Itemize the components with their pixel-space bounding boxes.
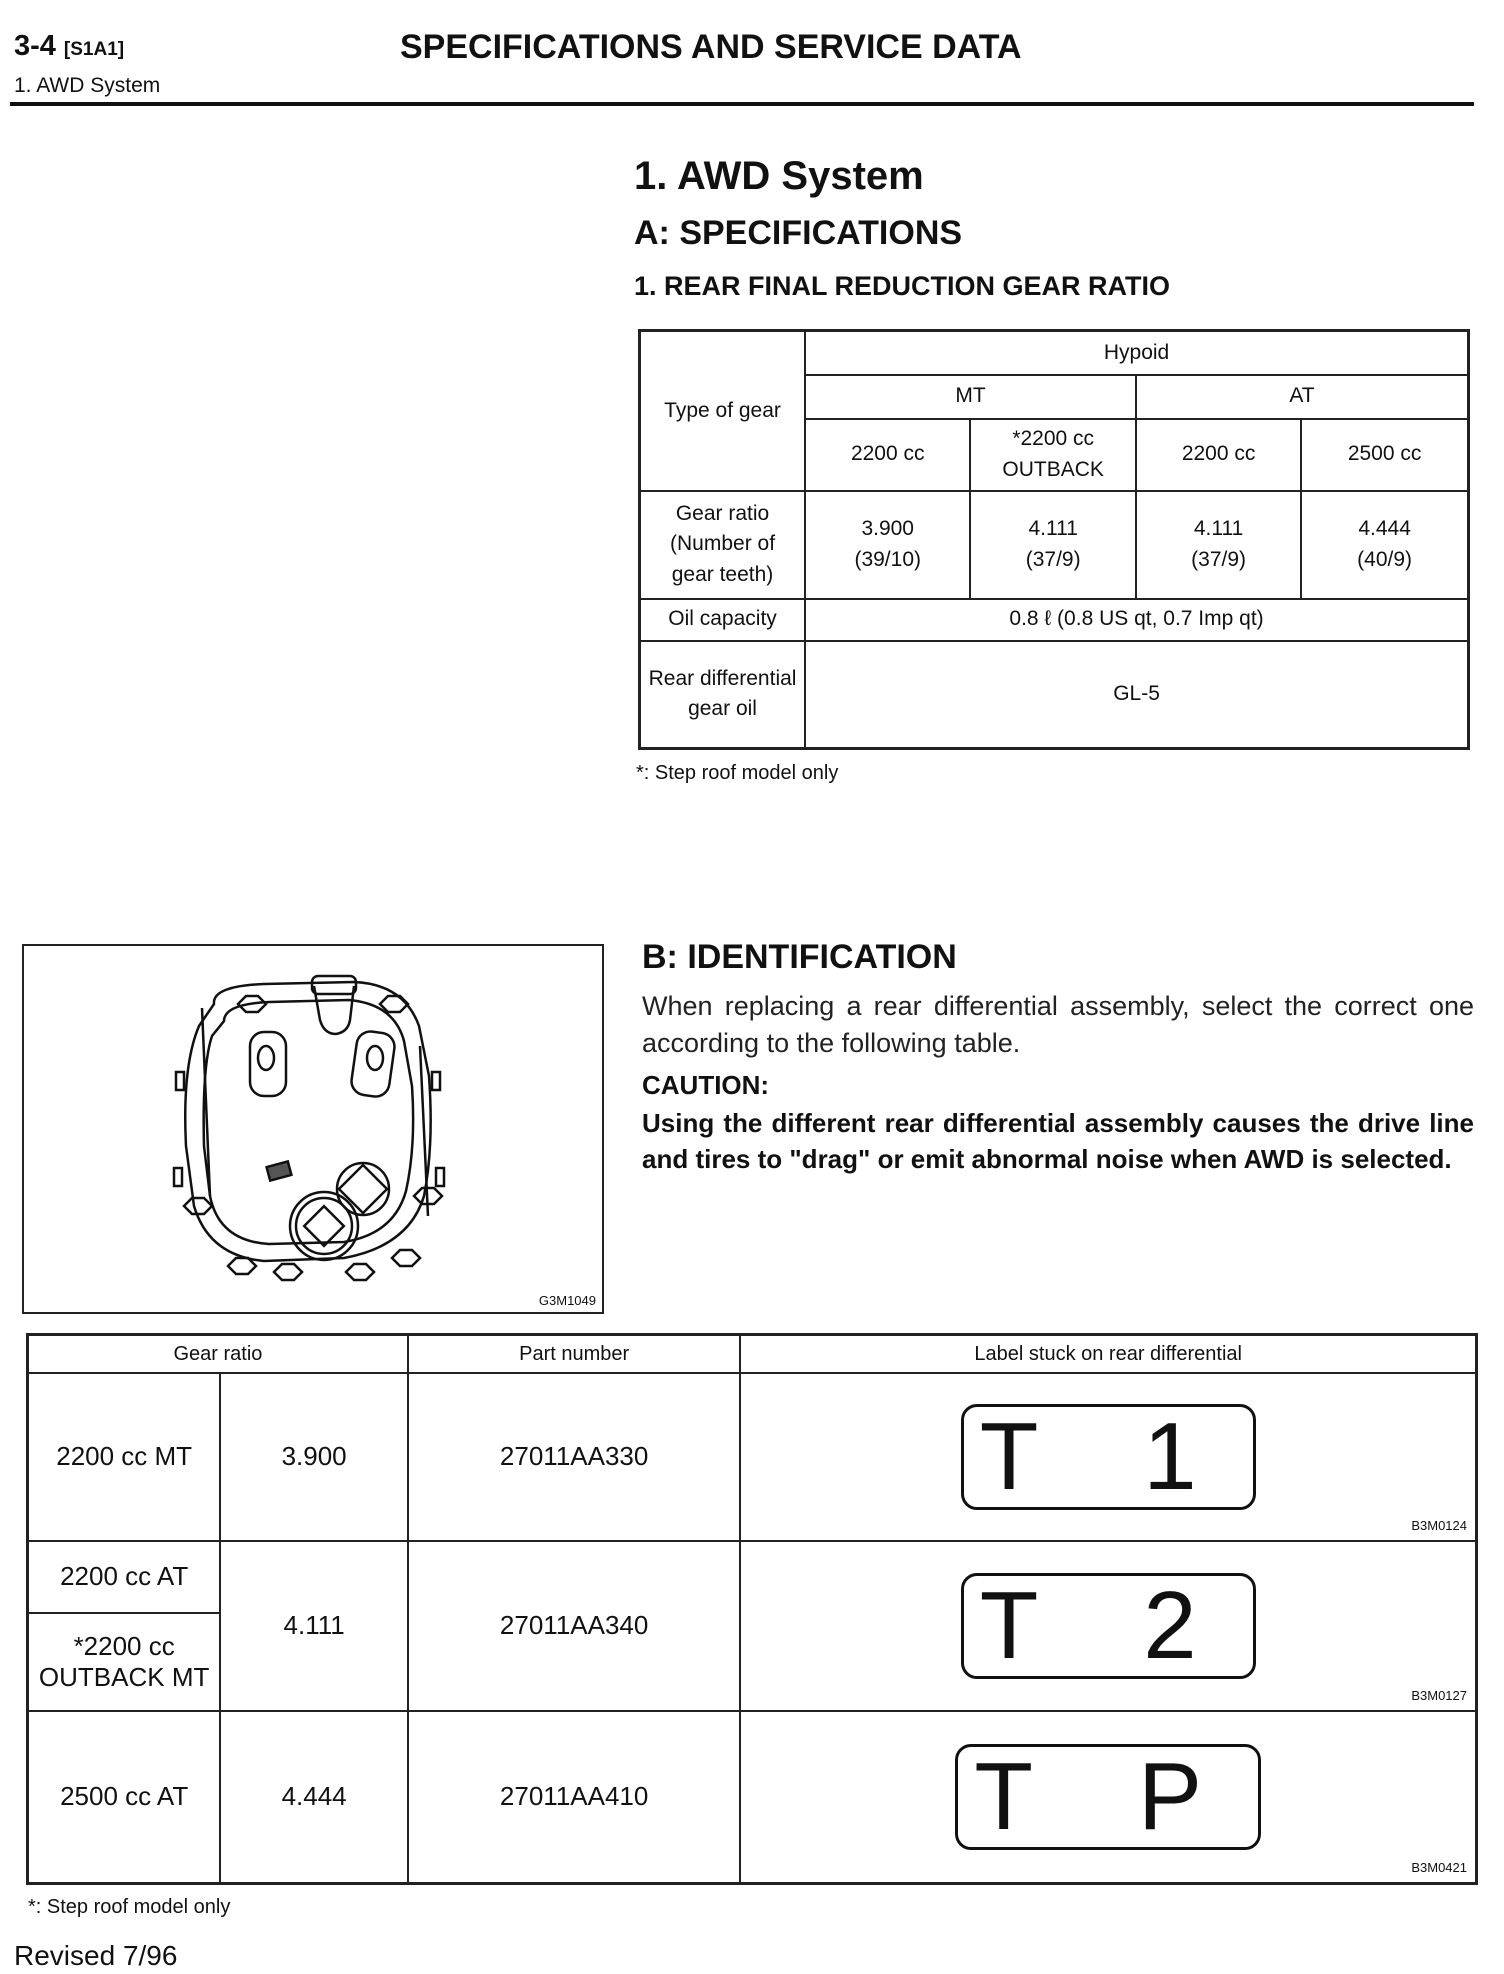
ratio-cell: 4.111 (37/9) xyxy=(1136,491,1301,599)
spec-footnote: *: Step roof model only xyxy=(636,762,839,784)
diff-label-badge: T 1 xyxy=(961,1404,1256,1510)
spec-table xyxy=(638,329,1470,750)
section-title: 1. AWD System xyxy=(634,154,924,198)
table-row xyxy=(28,1711,1477,1883)
label-cell xyxy=(740,1373,1476,1541)
part-number-cell: 27011AA340 xyxy=(408,1541,740,1711)
header-subtitle: 1. AWD System xyxy=(14,74,161,97)
mt-label: MT xyxy=(805,375,1136,419)
caution-text: Using the different rear differential assembly causes the drive line and tires to "drag" or emit abnormal noise when AWD is selected. xyxy=(642,1108,1474,1174)
gear-ratio-label: Gear ratio (Number of gear teeth) xyxy=(640,491,806,599)
header-part-number: Part number xyxy=(408,1335,740,1374)
identification-text: When replacing a rear differential assembly, select the correct one according to the following table. xyxy=(642,991,1474,1058)
identification-title: B: IDENTIFICATION xyxy=(642,938,957,976)
differential-figure xyxy=(22,944,604,1314)
header-rule xyxy=(10,102,1474,106)
ratio-cell: 4.444 xyxy=(220,1711,408,1883)
header-gear-ratio: Gear ratio xyxy=(28,1335,408,1374)
header-label: Label stuck on rear differential xyxy=(740,1335,1476,1374)
table-row xyxy=(28,1541,1477,1613)
model-cell: 2200 cc AT xyxy=(28,1541,221,1613)
label-code: B3M0421 xyxy=(1411,1859,1467,1875)
part-number-cell: 27011AA330 xyxy=(408,1373,740,1541)
part-number-cell: 27011AA410 xyxy=(408,1711,740,1883)
model-cell: 2200 cc MT xyxy=(28,1373,221,1541)
model-cell: 2500 cc AT xyxy=(28,1711,221,1883)
diff-label-badge: T P xyxy=(955,1744,1261,1850)
model-cell: 2500 cc xyxy=(1301,419,1468,491)
diff-oil-value: GL-5 xyxy=(805,641,1468,749)
model-cell: 2200 cc xyxy=(1136,419,1301,491)
identification-table xyxy=(26,1333,1478,1885)
ratio-cell: 4.444 (40/9) xyxy=(1301,491,1468,599)
id-table-footnote: *: Step roof model only xyxy=(28,1896,231,1918)
ratio-cell: 3.900 (39/10) xyxy=(805,491,970,599)
ratio-cell: 4.111 xyxy=(220,1541,408,1711)
label-cell xyxy=(740,1711,1476,1883)
diff-label-badge: T 2 xyxy=(961,1573,1256,1679)
section-code: [S1A1] xyxy=(63,39,125,60)
oil-capacity-value: 0.8 ℓ (0.8 US qt, 0.7 Imp qt) xyxy=(805,599,1468,641)
table-row xyxy=(28,1373,1477,1541)
header-title: SPECIFICATIONS AND SERVICE DATA xyxy=(400,28,1022,66)
subsection-title: 1. REAR FINAL REDUCTION GEAR RATIO xyxy=(634,271,1171,301)
page-number: 3-4 [S1A1] xyxy=(14,30,125,62)
type-of-gear-label: Type of gear xyxy=(640,331,806,491)
label-code: B3M0124 xyxy=(1411,1518,1467,1534)
section-subtitle: A: SPECIFICATIONS xyxy=(634,214,963,252)
figure-code: G3M1049 xyxy=(538,1293,596,1308)
revision-date: Revised 7/96 xyxy=(14,1940,178,1971)
differential-drawing xyxy=(24,946,602,1312)
oil-capacity-label: Oil capacity xyxy=(640,599,806,641)
ratio-cell: 4.111 (37/9) xyxy=(970,491,1136,599)
label-cell xyxy=(740,1541,1476,1711)
at-label: AT xyxy=(1136,375,1469,419)
ratio-cell: 3.900 xyxy=(220,1373,408,1541)
hypoid-label: Hypoid xyxy=(805,331,1468,375)
caution-label: CAUTION: xyxy=(642,1070,770,1100)
model-cell: 2200 cc xyxy=(805,419,970,491)
model-cell: *2200 cc OUTBACK MT xyxy=(28,1613,221,1711)
model-cell: *2200 cc OUTBACK xyxy=(970,419,1136,491)
label-code: B3M0127 xyxy=(1411,1688,1467,1704)
diff-oil-label: Rear differential gear oil xyxy=(640,641,806,749)
